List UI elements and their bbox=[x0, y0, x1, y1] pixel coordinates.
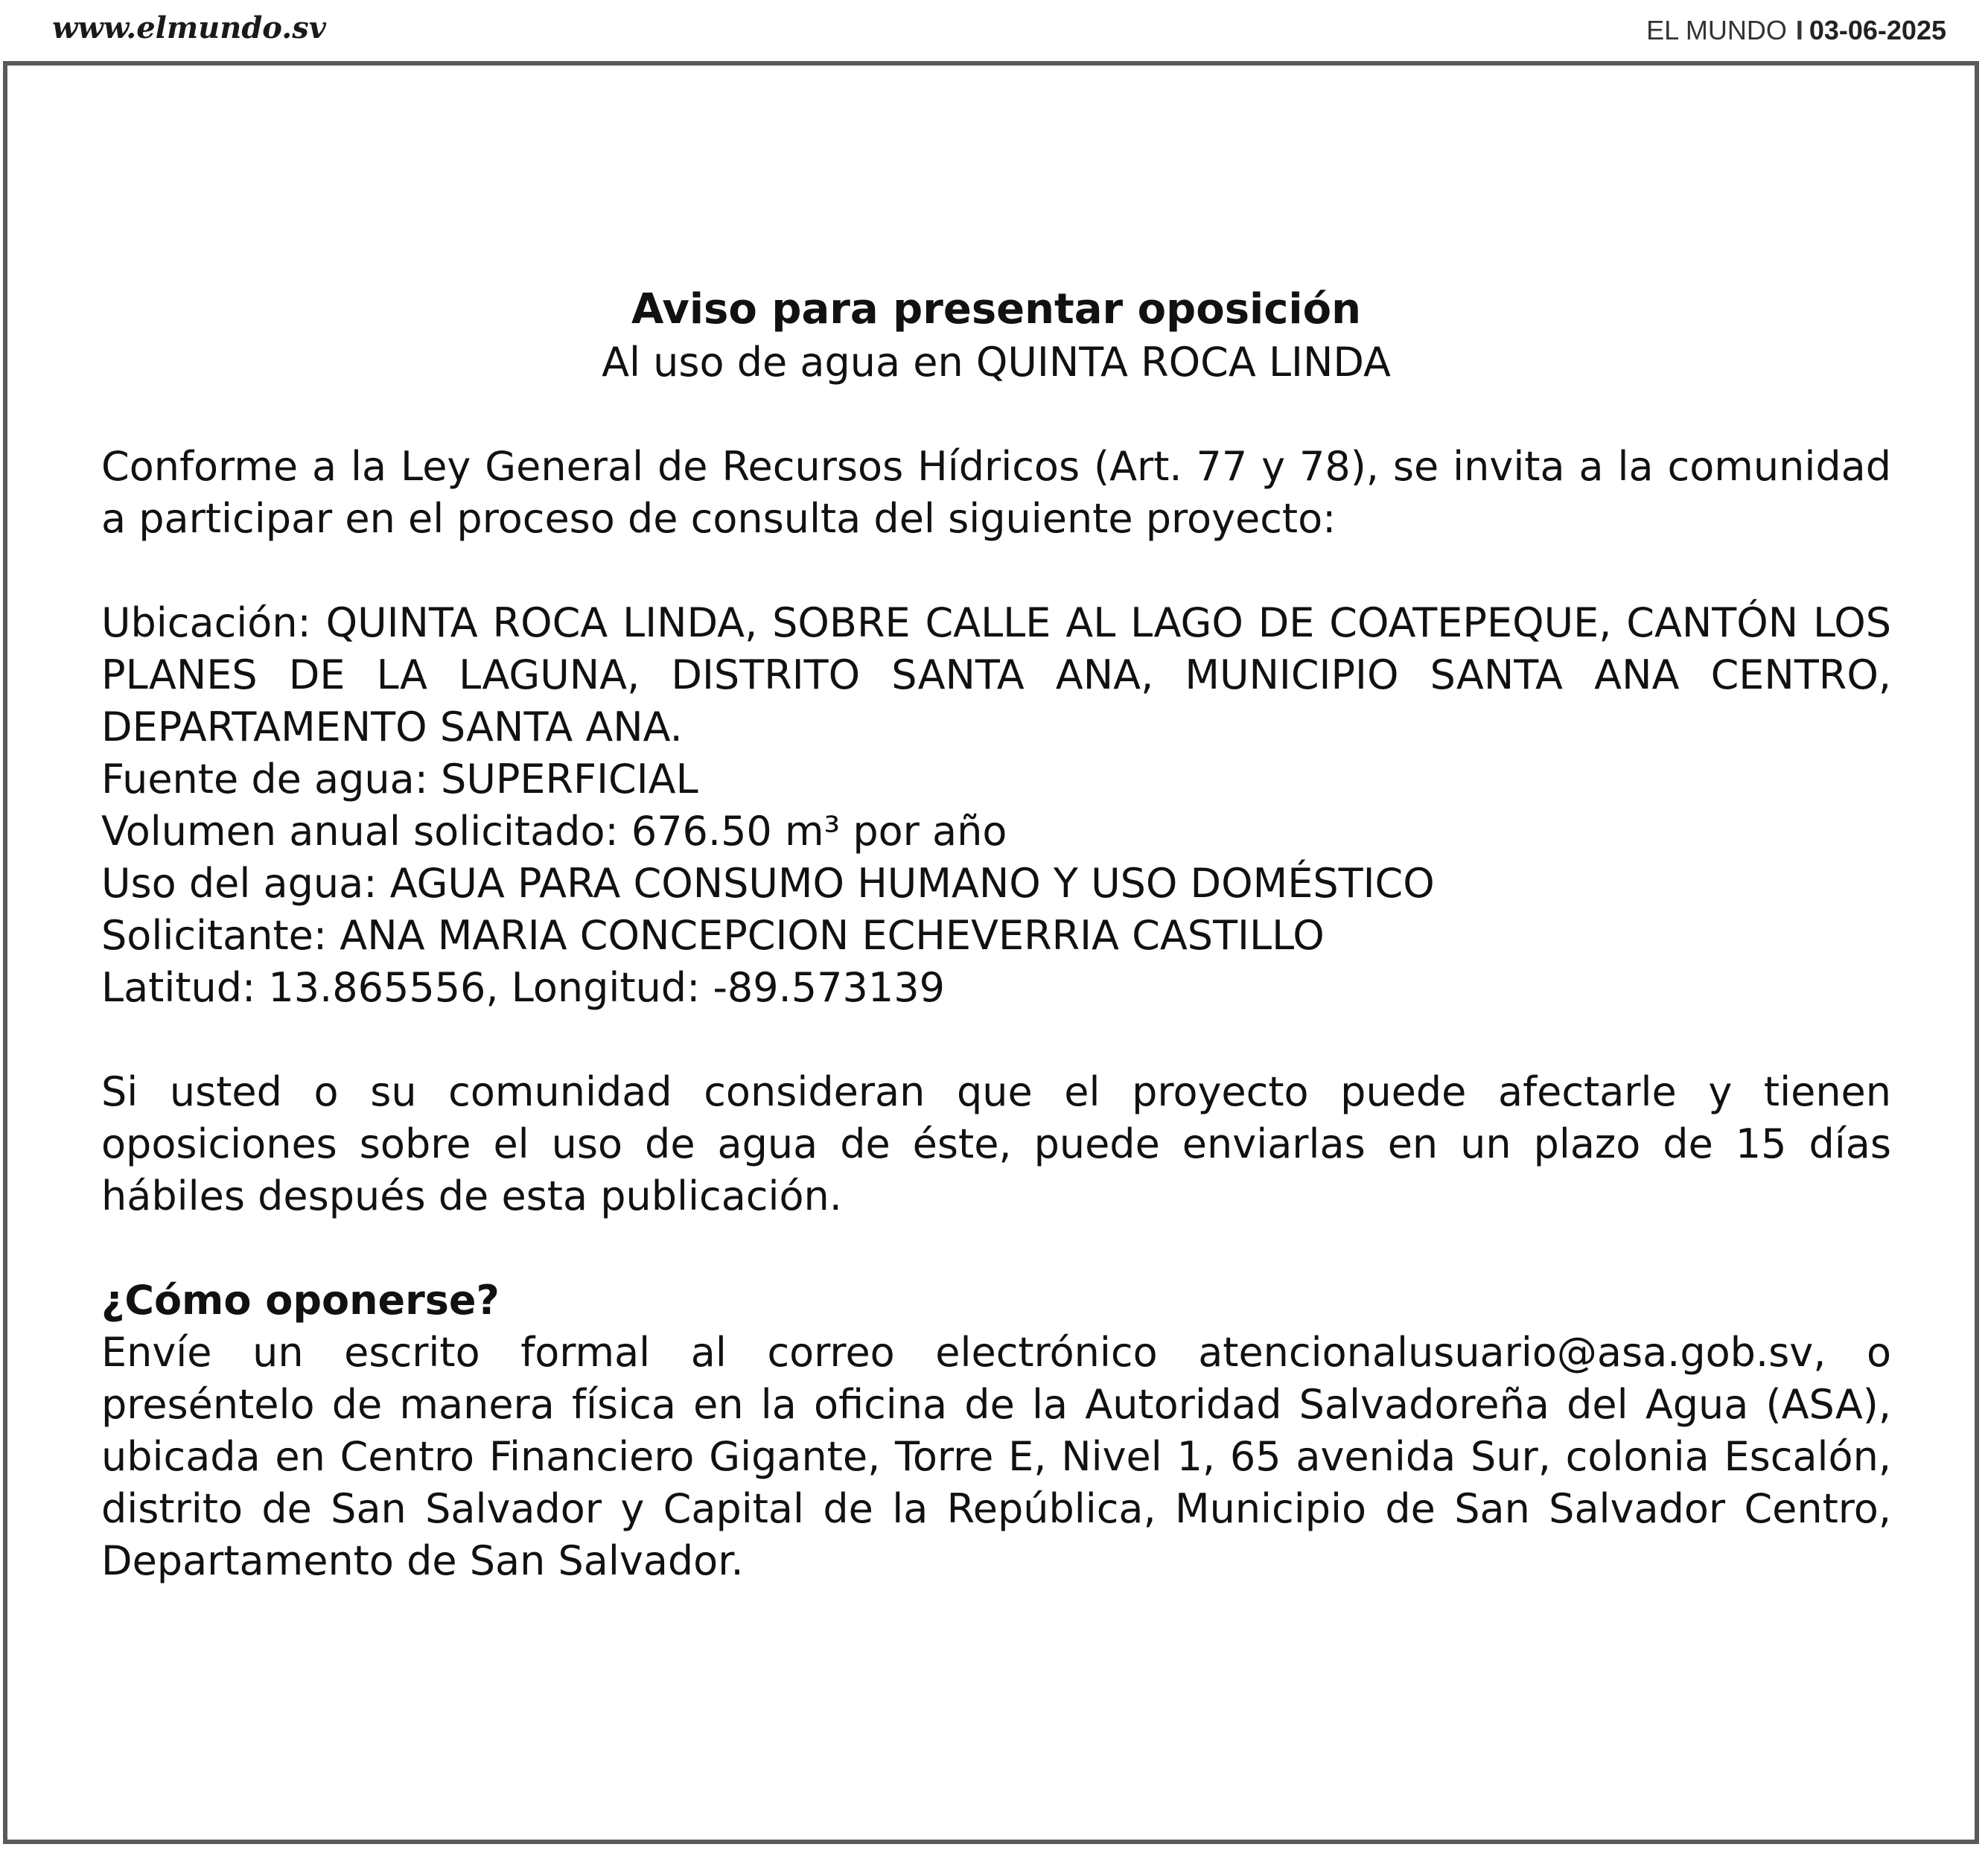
how-to-oppose-heading: ¿Cómo oponerse? bbox=[101, 1277, 500, 1324]
page-header bbox=[0, 0, 1988, 63]
header-separator: I bbox=[1795, 15, 1803, 45]
water-source-line: Fuente de agua: SUPERFICIAL bbox=[101, 756, 698, 803]
spacer bbox=[101, 389, 1891, 441]
publication-name: EL MUNDO bbox=[1646, 15, 1787, 45]
spacer bbox=[101, 1014, 1891, 1066]
site-url: www.elmundo.sv bbox=[52, 10, 326, 45]
annual-volume-line: Volumen anual solicitado: 676.50 m³ por año bbox=[101, 808, 1007, 855]
how-to-oppose-body: Envíe un escrito formal al correo electrónico atencionalusuario@asa.gob.sv, o preséntelo de manera física en la oficina de la Autoridad Salvadoreña del Agua (ASA), ubicada en Centro Financiero Gigante, Torre E, Nivel 1, 65 avenida Sur, colonia Escalón, distrito de San Salvador y Capital de la República, Municipio de San Salvador Centro, Departamento de San Salvador. bbox=[101, 1329, 1891, 1584]
publication-date: 03-06-2025 bbox=[1809, 15, 1946, 45]
water-use-line: Uso del agua: AGUA PARA CONSUMO HUMANO Y USO DOMÉSTICO bbox=[101, 860, 1435, 907]
coordinates-line: Latitud: 13.865556, Longitud: -89.573139 bbox=[101, 964, 945, 1011]
spacer bbox=[101, 1222, 1891, 1275]
deadline-paragraph: Si usted o su comunidad consideran que el proyecto puede afectarle y tienen oposiciones sobre el uso de agua de éste, puede enviarlas en un plazo de 15 días hábiles después de esta publicación. bbox=[101, 1068, 1891, 1219]
intro-paragraph: Conforme a la Ley General de Recursos Hídricos (Art. 77 y 78), se invita a la comunidad a participar en el proceso de consulta del siguiente proyecto: bbox=[101, 443, 1891, 542]
publication-info bbox=[1646, 15, 1946, 46]
location-line: Ubicación: QUINTA ROCA LINDA, SOBRE CALLE AL LAGO DE COATEPEQUE, CANTÓN LOS PLANES DE LA LAGUNA, DISTRITO SANTA ANA, MUNICIPIO SANTA ANA CENTRO, DEPARTAMENTO SANTA ANA. bbox=[101, 599, 1891, 750]
notice-title: Aviso para presentar oposición bbox=[631, 285, 1361, 334]
notice-body bbox=[101, 283, 1891, 1587]
spacer bbox=[101, 545, 1891, 597]
notice-subtitle: Al uso de agua en QUINTA ROCA LINDA bbox=[602, 339, 1391, 386]
applicant-line: Solicitante: ANA MARIA CONCEPCION ECHEVERRIA CASTILLO bbox=[101, 912, 1325, 959]
